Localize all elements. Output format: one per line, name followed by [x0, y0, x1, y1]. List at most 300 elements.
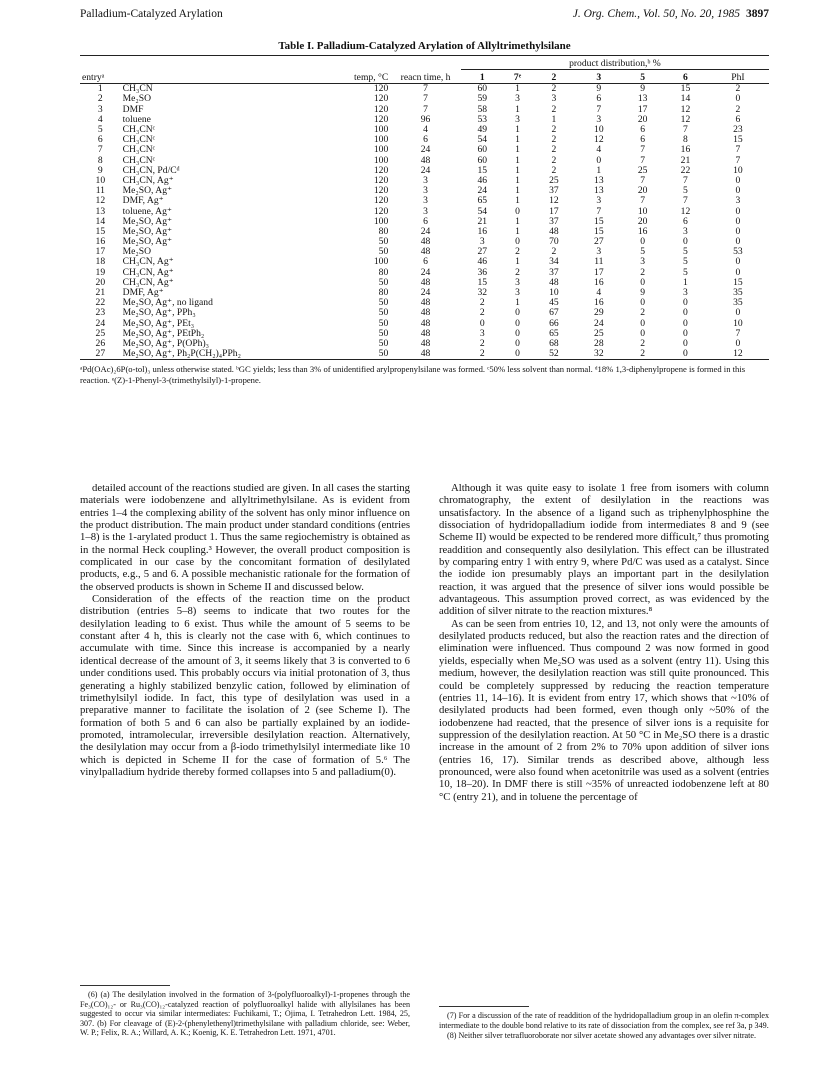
table-cell: 100	[373, 134, 389, 146]
table-cell: 0	[683, 307, 688, 319]
entry-number: 1	[97, 83, 103, 95]
product-distribution-header: product distribution,ᵇ %	[461, 56, 769, 70]
table-cell: 35	[733, 287, 743, 299]
table-row	[80, 206, 769, 216]
table-cell: 0	[640, 297, 646, 309]
entry-number: 22	[95, 297, 106, 309]
col-product-3: 3	[576, 70, 621, 84]
table-cell: 65	[477, 195, 488, 207]
table-cell: 0	[683, 297, 688, 309]
footnote-7: (7) For a discussion of the rate of readdition of the hydridopalladium group in an olefin π-complex intermediate to the double bond relative to its rate of dissociation from the complex, see ref 3a, p 349.	[439, 1011, 769, 1030]
table-cell: 48	[420, 154, 431, 166]
table-cell: 28	[594, 337, 604, 349]
table-cell: 100	[373, 215, 389, 227]
conditions-cell: DMF, Ag⁺	[122, 287, 164, 299]
table-row	[80, 94, 769, 104]
entry-number: 26	[95, 337, 106, 349]
conditions-cell: CH₃CN, Ag⁺	[122, 256, 174, 268]
table-cell: 53	[477, 113, 488, 125]
col-time: reacn time, h	[390, 70, 461, 84]
conditions-cell: CH₃CN	[122, 83, 153, 95]
left-column	[80, 482, 410, 778]
table-footnote: ᵃPd(OAc)₂6P(o-tol)₃ unless otherwise stated. ᵇGC yields; less than 3% of unidentified arylpropenylsilane was formed. ᶜ50% less solvent than normal. ᵈ18% 1,3-diphenylpropene is formed in this reaction. ᵉ(Z)-1-Phenyl-3-(trimethylsilyl)-1-propene.	[80, 364, 746, 385]
table-cell: 3	[479, 327, 485, 339]
table-cell: 120	[373, 113, 389, 125]
table-cell: 5	[683, 185, 688, 197]
entry-number: 2	[97, 93, 103, 105]
table-row	[80, 145, 769, 155]
conditions-cell: Me₂SO, Ag⁺, no ligand	[122, 297, 213, 309]
col-temp: temp, °C	[324, 70, 390, 84]
table-cell: 2	[551, 83, 557, 95]
table-cell: 49	[477, 124, 488, 136]
table-cell: 14	[680, 93, 691, 105]
paragraph: As can be seen from entries 10, 12, and 13, not only were the amounts of desilylated products reduced, but also the reaction rates and the direction of elimination were influenced. Thus compound 2 was now formed in good yields, especially when Me₂SO was used as a solvent (entry 11). Using this medium, however, the desilylation reaction was still quite pronounced. This could be completely suppressed by reducing the reaction temperature (entries 11, 14–16). It is evident from entry 17, which shows that ~10% of desilylated products had been formed, even though only ~50% of the iodobenzene had reacted, that the presence of silver ions is a requisite for suppression of the desilylation reaction. At 50 °C in Me₂SO there is a drastic increase in the amount of 2 from 2% to 70% upon addition of silver ions (entries 16, 17). Similar trends as described above, although less pronounced, were also found when acetonitrile was used as a solvent (entries 10, 18–20). In DMF there is still ~35% of unreacted iodobenzene left at 80 °C (entry 21), and in toluene the percentage of	[439, 617, 769, 803]
table-cell: 120	[373, 185, 389, 197]
table-cell: 6	[640, 134, 646, 146]
conditions-cell: DMF	[122, 103, 144, 115]
table-cell: 0	[515, 337, 520, 349]
table-cell: 3	[683, 287, 688, 299]
table-cell: 11	[594, 256, 604, 268]
table-cell: 2	[640, 266, 646, 278]
table-cell: 100	[373, 144, 389, 156]
conditions-cell: Me₂SO, Ag⁺, P(OPh)₃	[122, 337, 210, 349]
table-cell: 0	[596, 154, 602, 166]
table-cell: 13	[594, 174, 604, 186]
entry-number: 7	[97, 144, 103, 156]
col-product-6: 6	[664, 70, 707, 84]
table-cell: 24	[477, 185, 488, 197]
table-cell: 2	[551, 154, 557, 166]
table-cell: 24	[420, 225, 431, 237]
running-head-right	[573, 8, 769, 20]
footnote-8: (8) Neither silver tetrafluoroborate nor silver acetate showed any advantages over silver nitrate.	[447, 1031, 757, 1041]
conditions-cell: CH₃CN, Ag⁺	[122, 266, 174, 278]
table-cell: 60	[477, 154, 488, 166]
table-cell: 1	[515, 144, 520, 156]
conditions-cell: CH₃CNᶜ	[122, 144, 156, 156]
table-cell: 6	[423, 134, 428, 146]
table-title: Table I. Palladium-Catalyzed Arylation of Allyltrimethylsilane	[278, 40, 571, 52]
conditions-cell: Me₂SO	[122, 246, 152, 258]
table-cell: 54	[477, 134, 488, 146]
table-cell: 15	[477, 164, 488, 176]
table-cell: 48	[549, 225, 559, 237]
table-cell: 0	[664, 349, 707, 360]
table-cell: 20	[637, 215, 648, 227]
table-cell: 1	[515, 134, 520, 146]
entry-number: 10	[95, 174, 106, 186]
table-cell: 3	[423, 185, 428, 197]
footnotes-left	[80, 985, 410, 1039]
entry-number: 15	[95, 225, 106, 237]
entry-number: 24	[95, 317, 106, 329]
table-cell: 20	[637, 185, 648, 197]
table-cell: 4	[596, 144, 602, 156]
table-row	[80, 155, 769, 165]
table-cell: 120	[373, 83, 389, 95]
table-cell: 7	[423, 103, 428, 115]
table-cell: 0	[640, 317, 646, 329]
table-cell: 3	[640, 256, 646, 268]
conditions-cell: Me₂SO	[122, 93, 152, 105]
conditions-cell: CH₃CN, Ag⁺	[122, 276, 174, 288]
table-cell: 0	[640, 236, 646, 248]
table-cell: 3	[423, 205, 428, 217]
table-cell: 1	[515, 164, 520, 176]
entry-number: 16	[95, 236, 106, 248]
table-cell: 100	[373, 256, 389, 268]
col-product-1: 1	[461, 70, 504, 84]
table-cell: 96	[420, 113, 431, 125]
table-cell: 0	[515, 327, 520, 339]
conditions-cell: Me₂SO, Ag⁺, PPh₃	[122, 307, 196, 319]
table-cell: 7	[640, 174, 646, 186]
table-cell: 10	[549, 287, 559, 299]
table-cell: 68	[549, 337, 559, 349]
table-cell: 17	[549, 205, 559, 217]
table-cell: 60	[477, 83, 488, 95]
table-cell: 50	[378, 317, 389, 329]
table-cell: 1	[515, 256, 520, 268]
table-cell: 2	[735, 103, 741, 115]
table-cell: 21	[680, 154, 691, 166]
table-cell: 13	[637, 93, 648, 105]
table-cell: 6	[640, 124, 646, 136]
paragraph: Consideration of the effects of the reaction time on the product distribution (entries 5–8) seems to indicate that two routes for the desilylation leading to 6 exist. Thus while the amount of 5 seems to be constant after 4 h, this is clearly not the case with 6, which continues to accumulate with time. Since this increase is accompanied by a nearly identical decrease of the amount of 3, it seems likely that 3 is converted to 6 under conditions used. This probably occurs via initial protonation of 3, thus generating a highly stabilized benzylic cation, followed by elimination of trimethylsilyl iodide. In fact, this type of desilylation was used in a preparative manner to facilitate the isolation of 2 (see Scheme I). The formation of both 5 and 6 can also be partially explained by an iodide-promoted, intramolecular, irreversible desilylation reaction. Alternatively, the desilylation may occur from a β-iodo trimethylsilyl intermediate like 10 which is depicted in Scheme II for the case of formation of 5.⁶ The vinylpalladium hydride thereby formed collapses into 5 and palladium(0).	[80, 593, 410, 778]
table-cell: 46	[477, 256, 488, 268]
table-cell: 80	[378, 225, 389, 237]
table-cell: 25	[594, 327, 604, 339]
conditions-cell: Me₂SO, Ag⁺, Ph₂P(CH₂)₄PPh₂	[121, 349, 324, 360]
table-cell: 0	[735, 215, 741, 227]
table-cell: 12	[594, 134, 604, 146]
table-cell: 0	[735, 307, 741, 319]
conditions-cell: Me₂SO, Ag⁺	[122, 236, 173, 248]
table-cell: 3	[551, 93, 557, 105]
table-cell: 7	[735, 144, 741, 156]
entry-number: 5	[97, 124, 103, 136]
table-cell: 7	[683, 195, 688, 207]
table-cell: 1	[515, 225, 520, 237]
table-cell: 2	[515, 266, 520, 278]
conditions-cell: toluene	[122, 113, 151, 125]
table-cell: 12	[549, 195, 559, 207]
table-cell: 2	[551, 246, 557, 258]
table-cell: 23	[733, 124, 743, 136]
table-cell: 120	[373, 174, 389, 186]
table-cell: 2	[551, 134, 557, 146]
table-cell: 20	[637, 113, 648, 125]
table-cell: 1	[515, 195, 520, 207]
table-cell: 0	[683, 236, 688, 248]
table-cell: 48	[549, 276, 559, 288]
table-cell: 25	[549, 174, 559, 186]
col-product-5: 5	[621, 70, 664, 84]
table-cell: 0	[515, 205, 520, 217]
table-cell: 48	[420, 236, 431, 248]
table-cell: 15	[733, 276, 743, 288]
table-cell: 5	[683, 256, 688, 268]
table-cell: 3	[515, 113, 520, 125]
table-cell: 15	[594, 215, 604, 227]
table-cell: 54	[477, 205, 488, 217]
table-cell: 80	[378, 287, 389, 299]
entry-number: 12	[95, 195, 106, 207]
table-cell: 24	[420, 287, 431, 299]
table-cell: 65	[549, 327, 559, 339]
table-cell: 10	[637, 205, 648, 217]
table-cell: 15	[477, 276, 488, 288]
table-cell: 3	[423, 174, 428, 186]
table-cell: 27	[477, 246, 488, 258]
paragraph: detailed account of the reactions studied are given. In all cases the starting materials were iodobenzene and allyltrimethylsilane. As is evident from entries 1–4 the complexing ability of the solvent has only minor influence on the product distribution. The main product under standard conditions (entries 1–8) is the 1-arylated product 1. Thus the same regiochemistry is obtained as in the normal Heck coupling.³ However, the overall product composition is complicated in our case by the concomitant formation of desilylated products, e.g., 5 and 6. A possible mechanistic rationale for the formation of the observed products is shown in Scheme II and discussed below.	[80, 482, 410, 593]
conditions-cell: CH₃CNᶜ	[122, 124, 156, 136]
table-cell: 16	[594, 297, 604, 309]
table-cell: 0	[515, 317, 520, 329]
conditions-cell: DMF, Ag⁺	[122, 195, 164, 207]
data-table	[80, 55, 769, 360]
table-cell: 32	[477, 287, 488, 299]
table-cell: 0	[683, 327, 688, 339]
table-cell: 0	[640, 276, 646, 288]
table-cell: 48	[420, 317, 431, 329]
page-number: 3897	[746, 8, 769, 20]
table-cell: 12	[680, 205, 691, 217]
table-body	[80, 84, 769, 360]
table-cell: 120	[373, 195, 389, 207]
table-cell: 3	[515, 276, 520, 288]
table-cell: 120	[373, 103, 389, 115]
table-cell: 50	[378, 236, 389, 248]
table-cell: 6	[423, 256, 428, 268]
conditions-cell: CH₃CNᶜ	[122, 154, 156, 166]
paragraph: Although it was quite easy to isolate 1 free from isomers with column chromatography, the extent of desilylation in the reactions was unsatisfactory. In the absence of a ligand such as triphenylphosphine the dissociation of hydridopalladium iodide from intermediates 8 and 9 (see Scheme II) would be expected to be rendered more difficult,⁷ thus promoting readdition and consequently also desilylation. This effect can be illustrated by comparing entry 1 with entry 9, where Pd/C was used as a catalyst. Since the iodide ion presumably plays an important part in the desilylation reaction, it was argued that the presence of silver ions would possible be advantageous. This assumption proved correct, as was evidenced by the addition of silver nitrate to the reaction mixtures.⁸	[439, 482, 769, 618]
table-cell: 2	[551, 103, 557, 115]
table-cell: 12	[707, 349, 769, 360]
col-phi: PhI	[707, 70, 769, 84]
table-cell: 0	[735, 266, 741, 278]
table-cell: 1	[515, 297, 520, 309]
table-cell: 9	[640, 83, 646, 95]
table-cell: 32	[576, 349, 621, 360]
table-cell: 22	[680, 164, 691, 176]
table-cell: 4	[596, 287, 602, 299]
conditions-cell: Me₂SO, Ag⁺	[122, 185, 173, 197]
entry-number: 18	[95, 256, 106, 268]
table-cell: 34	[549, 256, 559, 268]
table-cell: 0	[735, 236, 741, 248]
table-cell: 3	[596, 195, 602, 207]
table-cell: 3	[515, 287, 520, 299]
table-cell: 7	[683, 124, 688, 136]
conditions-cell: CH₃CN, Ag⁺	[122, 174, 174, 186]
table-cell: 7	[640, 195, 646, 207]
table-cell: 3	[735, 195, 741, 207]
table-cell: 24	[594, 317, 604, 329]
table-row	[80, 318, 769, 328]
running-head-left: Palladium-Catalyzed Arylation	[80, 8, 223, 20]
table-cell: 1	[683, 276, 688, 288]
table-cell: 3	[683, 225, 688, 237]
table-cell: 1	[596, 164, 602, 176]
table-cell: 2	[551, 144, 557, 156]
table-cell: 2	[479, 337, 485, 349]
table-cell: 1	[515, 103, 520, 115]
table-cell: 7	[423, 83, 428, 95]
table-cell: 0	[735, 185, 741, 197]
table-cell: 50	[324, 349, 390, 360]
conditions-cell: Me₂SO, Ag⁺	[122, 215, 173, 227]
table-cell: 7	[423, 93, 428, 105]
table-cell: 2	[479, 297, 485, 309]
conditions-cell: Me₂SO, Ag⁺, PEtPh₂	[122, 327, 205, 339]
journal-citation: J. Org. Chem., Vol. 50, No. 20, 1985	[572, 8, 740, 20]
table-cell: 10	[733, 164, 743, 176]
table-cell: 17	[637, 103, 648, 115]
table-cell: 50	[378, 246, 389, 258]
table-cell: 50	[378, 276, 389, 288]
table-cell: 3	[596, 113, 602, 125]
table-cell: 12	[680, 113, 691, 125]
table-cell: 59	[477, 93, 488, 105]
table-cell: 0	[515, 236, 520, 248]
entry-number: 17	[95, 246, 106, 258]
table-cell: 1	[515, 154, 520, 166]
table-cell: 29	[594, 307, 604, 319]
running-head	[80, 8, 769, 24]
table-cell: 5	[683, 266, 688, 278]
table-cell: 3	[423, 195, 428, 207]
table-cell: 35	[733, 297, 743, 309]
table-cell: 25	[637, 164, 648, 176]
footnote-rule	[80, 985, 170, 986]
conditions-cell: toluene, Ag⁺	[122, 205, 172, 217]
table-cell: 27	[594, 236, 604, 248]
table-cell: 36	[477, 266, 488, 278]
entry-number: 14	[95, 215, 106, 227]
table-cell: 58	[477, 103, 488, 115]
table-cell: 2	[735, 83, 741, 95]
table-cell: 100	[373, 154, 389, 166]
table-cell: 0	[683, 317, 688, 329]
table-cell: 0	[735, 225, 741, 237]
table-cell: 100	[373, 124, 389, 136]
table-cell: 1	[515, 124, 520, 136]
table-cell: 7	[683, 174, 688, 186]
table-cell: 0	[735, 256, 741, 268]
table-cell: 2	[461, 349, 504, 360]
table-1	[80, 40, 769, 385]
table-cell: 2	[551, 124, 557, 136]
entry-number: 27	[80, 349, 121, 360]
table-cell: 45	[549, 297, 559, 309]
table-cell: 2	[551, 164, 557, 176]
table-cell: 7	[735, 154, 741, 166]
entry-number: 4	[97, 113, 103, 125]
col-entry: entryᵃ	[80, 70, 324, 84]
table-cell: 66	[549, 317, 559, 329]
table-cell: 7	[596, 205, 602, 217]
table-cell: 6	[423, 215, 428, 227]
table-cell: 1	[515, 215, 520, 227]
table-cell: 70	[549, 236, 559, 248]
table-cell: 13	[594, 185, 604, 197]
entry-number: 8	[97, 154, 103, 166]
entry-number: 25	[95, 327, 106, 339]
table-cell: 24	[420, 266, 431, 278]
table-cell: 3	[596, 246, 602, 258]
table-cell: 46	[477, 174, 488, 186]
col-product-7: 7ᵉ	[504, 70, 532, 84]
right-column	[439, 482, 769, 803]
table-cell: 0	[515, 307, 520, 319]
table-row	[80, 349, 769, 360]
col-product-2: 2	[531, 70, 576, 84]
table-cell: 0	[504, 349, 532, 360]
footnote-6: (6) (a) The desilylation involved in the formation of 3-(polyfluoroalkyl)-1-propenes through the Fe₃(CO)₁₂- or Ru₃(CO)₁₂-catalyzed reaction of polyfluoroalkyl halide with allylsilanes has been suggested to occur via similar intermediates: Fuchikami, T.; Ojima, I. Tetrahedron Lett. 1984, 25, 307. (b) For cleavage of (E)-2-(phenylethenyl)trimethylsilane with palladium chloride, see: Weber, W. P.; Felix, R. A.; Willard, A. K.; Koenig, K. E. Tetrahedron Lett. 1971, 4701.	[80, 990, 410, 1038]
table-cell: 60	[477, 144, 488, 156]
table-cell: 1	[515, 185, 520, 197]
table-cell: 2	[621, 349, 664, 360]
table-cell: 16	[477, 225, 488, 237]
table-cell: 21	[477, 215, 488, 227]
table-cell: 120	[373, 93, 389, 105]
table-cell: 2	[479, 307, 485, 319]
conditions-cell: Me₂SO, Ag⁺	[122, 225, 173, 237]
table-cell: 1	[515, 83, 520, 95]
table-cell: 15	[680, 83, 691, 95]
table-cell: 50	[378, 307, 389, 319]
table-cell: 5	[683, 246, 688, 258]
table-cell: 0	[640, 327, 646, 339]
table-cell: 9	[640, 287, 646, 299]
table-cell: 50	[378, 297, 389, 309]
table-cell: 52	[531, 349, 576, 360]
table-cell: 80	[378, 266, 389, 278]
conditions-cell: CH₃CNᶜ	[122, 134, 156, 146]
table-cell: 16	[680, 144, 691, 156]
table-cell: 48	[420, 337, 431, 349]
table-cell: 0	[735, 174, 741, 186]
table-cell: 15	[733, 134, 743, 146]
entry-number: 6	[97, 134, 103, 146]
entry-number: 9	[97, 164, 103, 176]
table-cell: 24	[420, 164, 431, 176]
table-cell: 37	[549, 266, 559, 278]
table-cell: 3	[515, 93, 520, 105]
entry-number: 11	[95, 185, 105, 197]
table-cell: 15	[594, 225, 604, 237]
table-cell: 120	[373, 164, 389, 176]
table-row	[80, 257, 769, 267]
table-cell: 50	[378, 337, 389, 349]
table-cell: 53	[733, 246, 743, 258]
entry-number: 3	[97, 103, 103, 115]
table-cell: 7	[640, 154, 646, 166]
table-cell: 7	[735, 327, 741, 339]
entry-number: 23	[95, 307, 106, 319]
table-cell: 3	[479, 236, 485, 248]
table-cell: 37	[549, 215, 559, 227]
table-cell: 10	[594, 124, 604, 136]
table-cell: 24	[420, 144, 431, 156]
table-cell: 0	[735, 337, 741, 349]
table-cell: 0	[683, 337, 688, 349]
table-cell: 10	[733, 317, 743, 329]
table-cell: 8	[683, 134, 688, 146]
